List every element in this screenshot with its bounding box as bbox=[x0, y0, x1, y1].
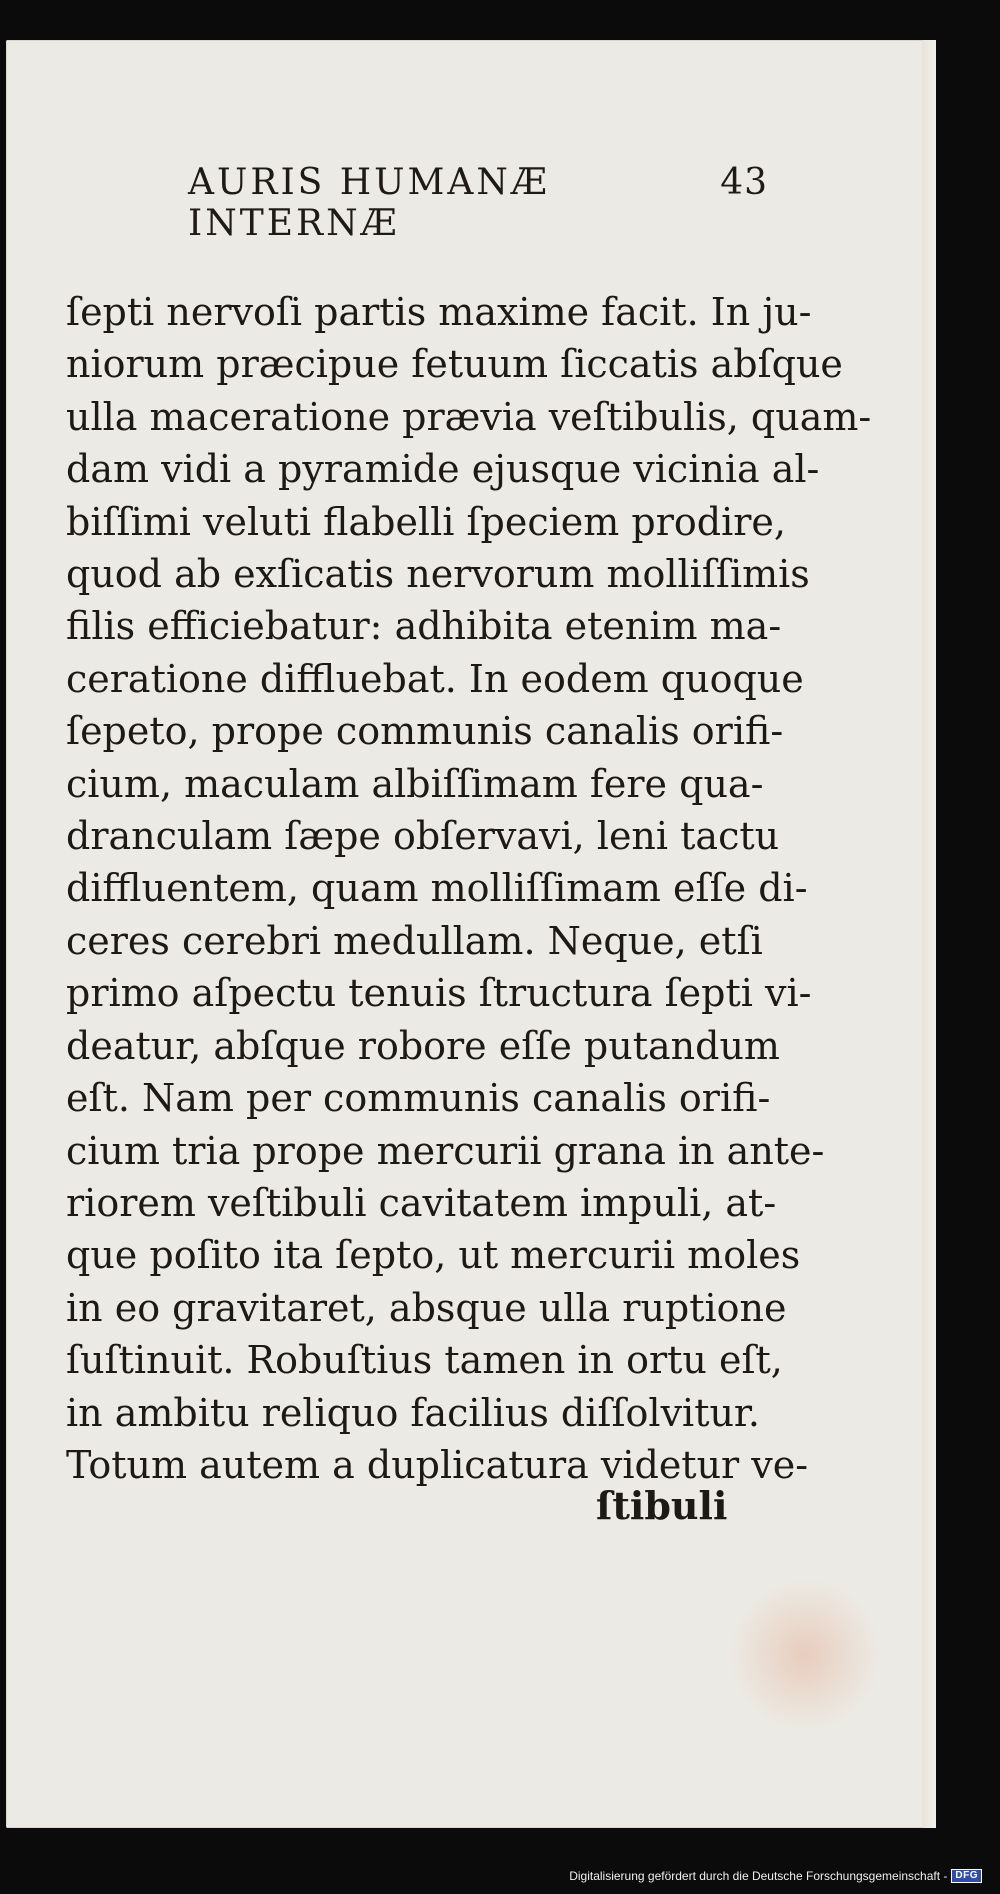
digitization-credit bbox=[569, 1868, 982, 1884]
text-line-4: dam vidi a pyramide ejusque vicinia al- bbox=[66, 447, 820, 492]
text-line-19: que poſito ita ſepto, ut mercurii moles bbox=[66, 1233, 801, 1278]
text-line-15: deatur, abſque robore eſſe putandum bbox=[66, 1023, 780, 1068]
text-line-21: ſuſtinuit. Robuſtius tamen in ortu eſt, bbox=[66, 1338, 783, 1383]
text-line-22: in ambitu reliquo facilius diſſolvitur. bbox=[66, 1390, 761, 1435]
text-line-11: dranculam ſæpe obſervavi, leni tactu bbox=[66, 814, 780, 859]
text-line-6: quod ab exſicatis nervorum molliſſimis bbox=[66, 552, 810, 597]
text-line-16: eſt. Nam per communis canalis orifi- bbox=[66, 1076, 771, 1121]
text-line-9: ſepeto, prope communis canalis orifi- bbox=[66, 709, 784, 754]
credit-text: Digitalisierung gefördert durch die Deutsche Forschungsgemeinschaft - bbox=[569, 1869, 948, 1883]
text-line-14: primo aſpectu tenuis ſtructura ſepti vi- bbox=[66, 971, 812, 1016]
text-line-23: Totum autem a duplicatura videtur ve- bbox=[66, 1442, 809, 1487]
text-line-7: filis efficiebatur: adhibita etenim ma- bbox=[66, 604, 782, 649]
text-line-1: ſepti nervoſi partis maxime facit. In ju- bbox=[66, 290, 812, 334]
text-line-17: cium tria prope mercurii grana in ante- bbox=[66, 1128, 825, 1173]
page-header bbox=[188, 162, 768, 244]
text-line-10: cium, maculam albiſſimam fere qua- bbox=[66, 761, 764, 806]
body-text bbox=[66, 286, 872, 1491]
text-line-12: diffluentem, quam molliſſimam eſſe di- bbox=[66, 866, 808, 911]
page-edge bbox=[922, 40, 936, 1828]
text-line-8: ceratione diffluebat. In eodem quoque bbox=[66, 656, 804, 701]
text-line-5: biſſimi veluti flabelli ſpeciem prodire, bbox=[66, 499, 786, 544]
text-line-2: niorum præcipue fetuum ſiccatis abſque bbox=[66, 342, 843, 387]
text-line-13: ceres cerebri medullam. Neque, etſi bbox=[66, 918, 763, 963]
text-line-20: in eo gravitaret, absque ulla ruptione bbox=[66, 1285, 787, 1330]
page-number: 43 bbox=[720, 162, 768, 203]
running-head: AURIS HUMANÆ INTERNÆ bbox=[188, 162, 550, 244]
dfg-logo: DFG bbox=[951, 1869, 982, 1883]
catchword: ſtibuli bbox=[596, 1483, 728, 1528]
text-line-18: riorem veſtibuli cavitatem impuli, at- bbox=[66, 1180, 777, 1225]
page-stain bbox=[730, 1580, 880, 1730]
text-line-3: ulla maceratione prævia veſtibulis, quam- bbox=[66, 394, 872, 439]
book-page bbox=[6, 40, 936, 1828]
